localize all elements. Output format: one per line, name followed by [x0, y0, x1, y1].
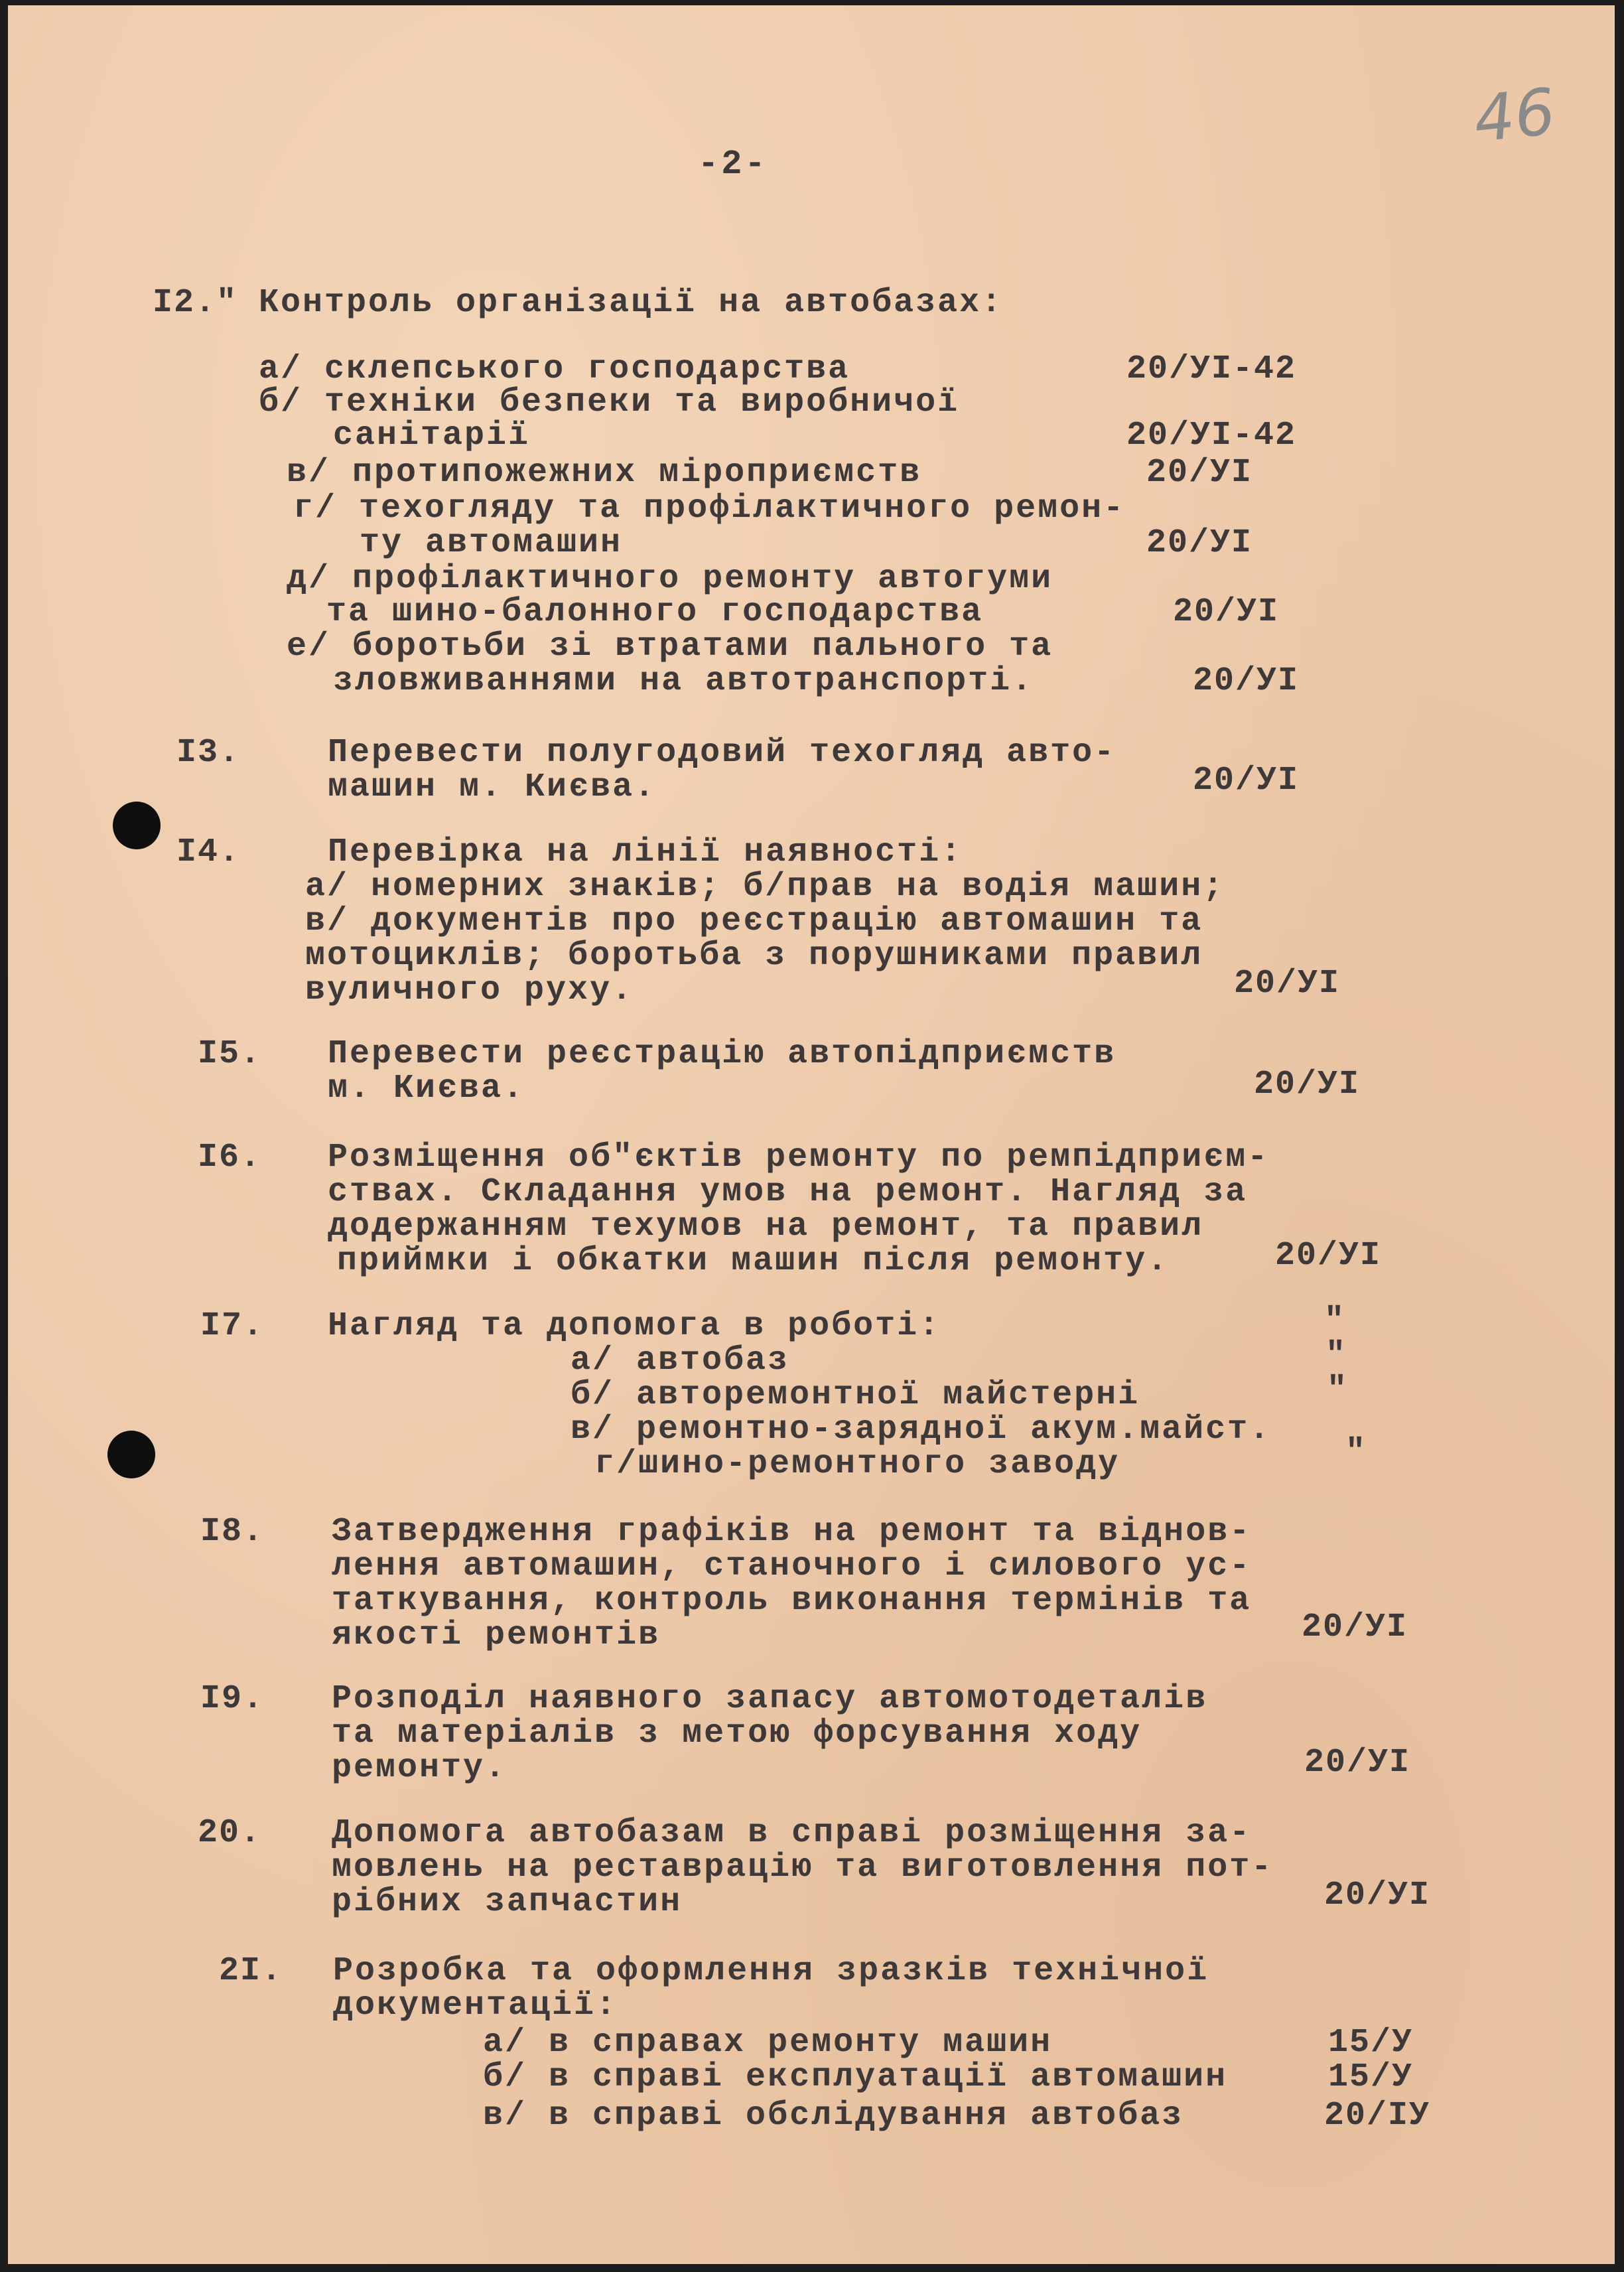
item-12-sub-g: г/ техогляду та профілактичного ремон-	[293, 490, 1126, 528]
item-number-14: I4.	[176, 833, 241, 871]
item-21-sub-v: в/ в справі обслідування автобаз	[483, 2097, 1184, 2135]
item-14-line-2: а/ номерних знаків; б/прав на водія машин;	[305, 868, 1225, 906]
item-12-sub-g-date: 20/УІ	[1146, 524, 1253, 562]
item-21-sub-a: а/ в справах ремонту машин	[483, 2024, 1053, 2062]
item-18-line-2: лення автомашин, станочного і силового ус-	[332, 1547, 1252, 1585]
item-number-20: 20.	[198, 1814, 262, 1852]
item-12-sub-b-date: 20/УІ-42	[1126, 417, 1297, 455]
item-20-date: 20/УІ	[1324, 1877, 1431, 1914]
item-13-date: 20/УІ	[1193, 762, 1300, 800]
item-17-sub-g: г/шино-ремонтного заводу	[594, 1445, 1120, 1483]
item-16-line-1: Розміщення об"єктів ремонту по ремпідприєм-	[328, 1139, 1270, 1176]
item-12-sub-g-cont: ту автомашин	[360, 524, 623, 562]
item-20-line-2: мовлень на реставрацію та виготовлення пот-	[332, 1849, 1274, 1886]
item-15-line-2: м. Києва.	[328, 1070, 525, 1107]
item-14-date: 20/УІ	[1234, 965, 1341, 1003]
item-14-line-5: вуличного руху.	[305, 971, 634, 1009]
item-number-17: I7.	[200, 1307, 265, 1345]
item-title-21: Розробка та оформлення зразків технічної	[333, 1952, 1209, 1990]
item-19-date: 20/УІ	[1304, 1744, 1411, 1782]
document-page	[8, 5, 1615, 2264]
punch-hole-bottom	[107, 1431, 155, 1478]
item-17-sub-v: в/ ремонтно-зарядної акум.майст.	[571, 1411, 1272, 1449]
item-16-line-4: приймки і обкатки машин після ремонту.	[337, 1242, 1170, 1280]
item-12-sub-v-date: 20/УІ	[1146, 454, 1253, 492]
item-12-sub-v: в/ протипожежних міроприємств	[287, 454, 922, 492]
folio-number: 46	[1470, 74, 1559, 157]
item-18-line-4: якості ремонтів	[332, 1616, 661, 1654]
item-12-sub-a: а/ склепського господарства	[259, 350, 850, 388]
item-14-line-3: в/ документів про реєстрацію автомашин та	[305, 902, 1203, 940]
item-17-ditto-4: "	[1345, 1433, 1367, 1471]
item-13-line-2: машин м. Києва.	[328, 768, 657, 806]
item-14-line-4: мотоциклів; боротьба з порушниками правил	[305, 937, 1203, 975]
item-17-sub-a: а/ автобаз	[571, 1342, 790, 1380]
item-19-line-2: та матеріалів з метою форсування ходу	[332, 1715, 1142, 1752]
item-12-sub-e-date: 20/УІ	[1193, 662, 1300, 700]
item-18-line-3: таткування, контроль виконання термінів та	[332, 1582, 1252, 1620]
item-16-date: 20/УІ	[1275, 1237, 1382, 1275]
item-17-sub-b: б/ авторемонтної майстерні	[571, 1376, 1140, 1414]
item-20-line-3: рібних запчастин	[332, 1883, 683, 1921]
item-number-19: I9.	[200, 1680, 265, 1718]
item-12-sub-b-cont: санітарії	[333, 417, 531, 455]
item-number-13: I3.	[176, 734, 241, 772]
item-title-12: Контроль організації на автобазах:	[259, 284, 1004, 322]
item-number-12: I2."	[153, 284, 238, 322]
item-18-line-1: Затвердження графіків на ремонт та віднов-	[332, 1513, 1252, 1551]
item-21-sub-b: б/ в справі експлуатації автомашин	[483, 2058, 1228, 2096]
item-title-17: Нагляд та допомога в роботі:	[328, 1307, 941, 1345]
item-title-21-cont: документації:	[333, 1987, 618, 2024]
item-12-sub-e: е/ боротьби зі втратами пального та	[287, 628, 1053, 666]
item-12-sub-d-cont: та шино-балонного господарства	[326, 593, 984, 631]
item-14-line-1: Перевірка на лінії наявності:	[328, 833, 963, 871]
item-12-sub-a-date: 20/УІ-42	[1126, 350, 1297, 388]
item-12-sub-b: б/ техніки безпеки та виробничої	[259, 384, 960, 421]
item-19-line-1: Розподіл наявного запасу автомотодеталів	[332, 1680, 1208, 1718]
item-15-line-1: Перевести реєстрацію автопідприємств	[328, 1035, 1116, 1073]
item-20-line-1: Допомога автобазам в справі розміщення за-	[332, 1814, 1252, 1852]
item-number-18: I8.	[200, 1513, 265, 1551]
item-number-21: 2I.	[219, 1952, 283, 1990]
item-19-line-3: ремонту.	[332, 1749, 508, 1787]
item-18-date: 20/УІ	[1302, 1608, 1408, 1646]
item-15-date: 20/УІ	[1254, 1066, 1361, 1103]
item-21-sub-b-date: 15/У	[1328, 2058, 1414, 2096]
item-21-sub-a-date: 15/У	[1328, 2024, 1414, 2062]
item-17-ditto-1: "	[1324, 1302, 1346, 1340]
item-12-sub-e-cont: зловживаннями на автотранспорті.	[333, 662, 1034, 700]
item-16-line-2: ствах. Складання умов на ремонт. Нагляд за	[328, 1173, 1248, 1211]
punch-hole-top	[113, 802, 161, 849]
item-13-line-1: Перевести полугодовий техогляд авто-	[328, 734, 1116, 772]
item-21-sub-v-date: 20/ІУ	[1324, 2097, 1431, 2135]
item-17-ditto-3: "	[1327, 1371, 1349, 1409]
page-number: -2-	[698, 145, 768, 184]
item-12-sub-d-date: 20/УІ	[1173, 593, 1280, 631]
item-number-16: I6.	[198, 1139, 262, 1176]
item-16-line-3: додержанням техумов на ремонт, та правил	[328, 1208, 1204, 1245]
item-17-ditto-2: "	[1325, 1336, 1347, 1374]
item-12-sub-d: д/ профілактичного ремонту автогуми	[287, 560, 1053, 598]
item-number-15: I5.	[198, 1035, 262, 1073]
